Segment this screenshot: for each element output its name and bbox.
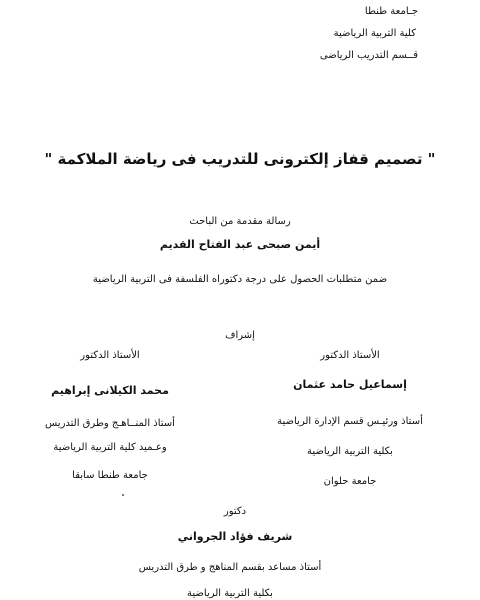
researcher-name: أيمن صبحى عبد الفتاح القديم (159, 238, 321, 251)
submitted-by-label: رسالة مقدمة من الباحث (189, 216, 291, 227)
supervisor-right-faculty: بكلية التربية الرياضية (307, 446, 393, 457)
speck-mark (122, 494, 124, 496)
supervisor-third-name: شريف فؤاد الجرواني (177, 530, 293, 543)
supervisor-left-position: أستاذ المنــاهـج وطرق التدريس (45, 418, 175, 429)
university-name: جـامعة طنطا (364, 6, 418, 17)
department-name: قــسم التدريب الرياضى (319, 50, 418, 61)
faculty-name: كلية التربية الرياضية (333, 28, 416, 39)
supervisor-left-name: محمد الكيلانى إبراهيم (51, 384, 169, 397)
supervisor-left-university: جامعة طنطا سابقا (72, 470, 148, 481)
supervisor-third-faculty: بكلية التربية الرياضية (187, 588, 273, 599)
supervisor-third-position: أستاذ مساعد بقسم المناهج و طرق التدريس (138, 562, 322, 573)
supervisor-left-title: الأستاذ الدكتور (80, 350, 140, 361)
supervisor-right-name: إسماعيل حامد عثمان (293, 378, 407, 391)
thesis-title: " تصميم قفاز إلكترونى للتدريب فى رياضة الملاكمة " (44, 150, 436, 168)
supervisor-third-title: دكتور (223, 506, 247, 517)
supervisor-right-position: أستاذ ورئيـس قسم الإدارة الرياضية (277, 416, 423, 427)
supervisor-right-title: الأستاذ الدكتور (320, 350, 380, 361)
supervisor-right-university: جامعة حلوان (323, 476, 377, 487)
degree-purpose: ضمن متطلبات الحصول على درجة دكتوراه الفلسفة فى التربية الرياضية (92, 274, 388, 285)
supervisor-left-role: وعـميد كلية التربية الرياضية (53, 442, 167, 453)
supervision-heading: إشراف (225, 330, 255, 341)
